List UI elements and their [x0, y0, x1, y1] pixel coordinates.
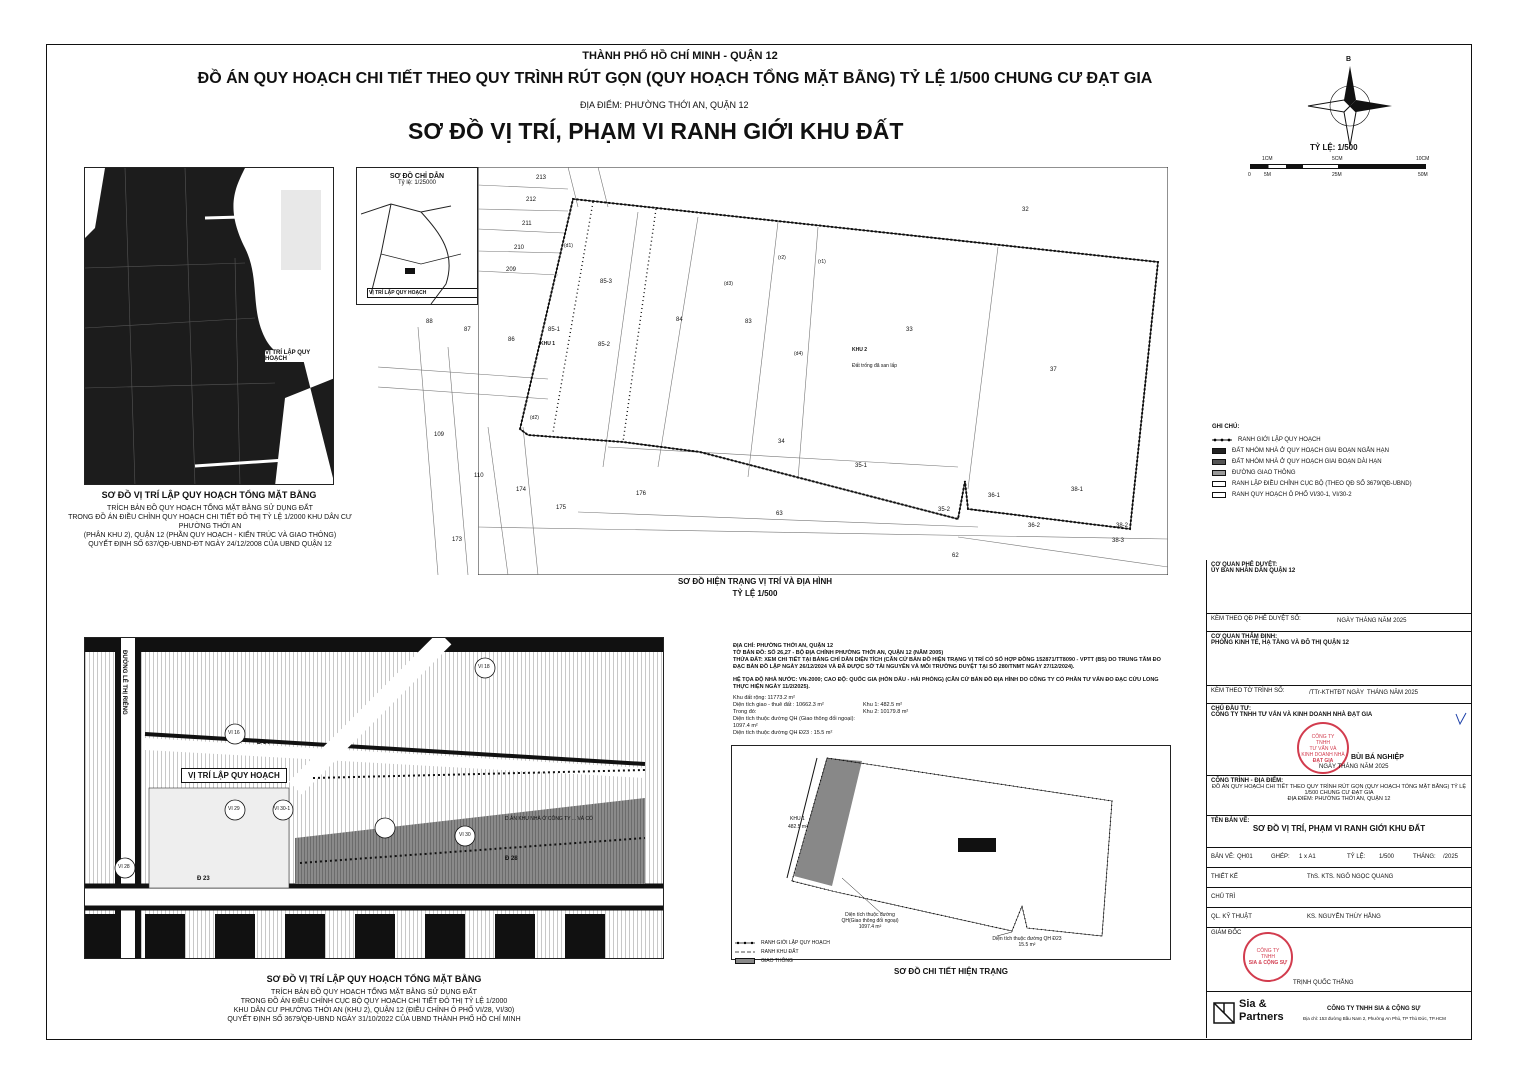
sia-partners-logo: Sia & Partners: [1213, 998, 1303, 1032]
tb-investor: CHỦ ĐẦU TƯ: CÔNG TY TNHH TƯ VẤN VÀ KINH DOANH NHÀ ĐẠT GIA CÔNG TY TNHH TƯ VẤN VÀ KINH DOANH NHÀ ĐẠT GIA BÙI BÁ NGHIỆP NGÀY THÁNG NĂM 2025: [1207, 704, 1471, 776]
site-info: ĐỊA CHỈ: PHƯỜNG THỚI AN, QUẬN 12 TỜ BẢN ĐỒ: SỐ 26,27 - BỘ ĐỊA CHÍNH PHƯỜNG THỚI AN, QUẬN 12 (NĂM 2005) THỬA ĐẤT: XEM CHI TIẾT TẠI BẢNG CHỈ DẪN DIỆN TÍCH (CĂN CỨ BẢN ĐỒ HIỆN TRẠNG VỊ TRÍ CÓ SỐ HỢP ĐỒNG 152871/TT8090 - VPTT (BS) DO TRUNG TÂM ĐO ĐẠC BẢN ĐỒ LẬP NGÀY 26/12/2024 VÀ ĐÃ ĐƯỢC SỞ TÀI NGUYÊN VÀ MÔI TRƯỜNG DUYỆT TẠI SỐ 280/TNMT NGÀY 27/12/2024). HỆ TỌA ĐỘ NHÀ NƯỚC: VN-2000; CAO ĐỘ: QUỐC GIA (HÒN DẤU - HẢI PHÒNG) (CĂN CỨ BẢN ĐỒ ĐỊA HÌNH DO CÔNG TY CỔ PHẦN TƯ VẤN ĐO ĐẠC CỬU LONG THỰC HIỆN NGÀY 11/2/2025). Khu đất rộng: 11773.2 m² Diện tích giao - thuê đất : 10662.3 m² Trong đó: Diện tích thuộc đường QH (Giao thông đối ngoại): 1097.4 m² Diện tích thuộc đường QH Đ23 : 15.5 m² Khu 1: 482.5 m² Khu 2: 10179.8 m²: [733, 643, 1161, 736]
map-top-left-caption: TRÍCH BẢN ĐỒ QUY HOẠCH TỔNG MẶT BẰNG SỬ DỤNG ĐẤT TRONG ĐỒ ÁN ĐIỀU CHỈNH QUY HOẠCH CHI TIẾT ĐÔ THỊ TỶ LỆ 1/2000 KHU DÂN CƯ PHƯỜNG THỚI AN (PHÂN KHU 2), QUẬN 12 (PHẦN QUY HOẠCH - KIẾN TRÚC VÀ GIAO THÔNG) QUYẾT ĐỊNH SỐ 637/QĐ-UBND-ĐT NGÀY 24/12/2008 CỦA UBND QUẬN 12: [68, 505, 352, 548]
detail-khu1-label: KHU 1: [790, 816, 805, 822]
legend-item-short-term: ĐẤT NHÓM NHÀ Ở QUY HOẠCH GIAI ĐOẠN NGẮN HẠN: [1212, 445, 1462, 456]
site-survey-map: 213 212 211 210 209 88 87 86 85-1 85-2 85-3 84 83 33 32 37 34 35-1 35-2 36-1 36-2 38-1 38-2 38-3 109 110 174 175 176 173 63 62 KHU 1 KHU 2 (d1) (d2) (d3) (d4) (r1) (r2) Đất trống đã san lấp: [378, 167, 1168, 575]
tb-sheet-info: BẢN VẼ: QH01 GHÉP: 1 x A1 TỶ LỆ: 1/500 THÁNG: /2025: [1207, 848, 1471, 868]
city-header: THÀNH PHỐ HỒ CHÍ MINH - QUẬN 12: [582, 50, 778, 62]
inset-title: SƠ ĐỒ CHỈ DẪN: [389, 173, 445, 180]
compass-rose-icon: [1300, 58, 1400, 148]
site-note-empty-land: Đất trống đã san lấp: [852, 363, 898, 369]
inset-scale: Tỷ lệ: 1/25000: [397, 180, 437, 186]
tb-row-design: THIẾT KẾ ThS. KTS. NGÔ NGỌC QUANG: [1207, 868, 1471, 888]
map-bottom-left-label: VỊ TRÍ LẬP QUY HOẠCH: [181, 768, 287, 783]
director-name: TRỊNH QUỐC THẮNG: [1293, 980, 1354, 986]
signature-mark-icon: [1455, 712, 1467, 726]
tb-submission: KÈM THEO TỜ TRÌNH SỐ: /TTr-KTHTĐT NGÀY THÁNG NĂM 2025: [1207, 686, 1471, 704]
legend-item-long-term: ĐẤT NHÓM NHÀ Ở QUY HOẠCH GIAI ĐOẠN DÀI HẠN: [1212, 456, 1462, 467]
legend-item-road: ĐƯỜNG GIAO THÔNG: [1212, 467, 1462, 478]
sheet-title: SƠ ĐỒ VỊ TRÍ, PHẠM VI RANH GIỚI KHU ĐẤT: [408, 118, 904, 144]
drawing-name: SƠ ĐỒ VỊ TRÍ, PHẠM VI RANH GIỚI KHU ĐẤT: [1252, 824, 1426, 833]
planning-zone-graphic: [85, 638, 664, 959]
tb-appraiser: CƠ QUAN THẨM ĐỊNH: PHÒNG KINH TẾ, HẠ TẦNG VÀ ĐÔ THỊ QUẬN 12: [1207, 632, 1471, 686]
title-block: [1206, 560, 1470, 1038]
tb-drawing: TÊN BẢN VẼ: SƠ ĐỒ VỊ TRÍ, PHẠM VI RANH GIỚI KHU ĐẤT: [1207, 816, 1471, 848]
detail-map-graphic: [732, 746, 1171, 960]
dark-map-graphic: [85, 168, 334, 485]
dotted-line-icon: [735, 940, 755, 946]
detail-map: [731, 745, 1171, 960]
north-letter: B: [1346, 56, 1352, 63]
tb-row-tech: QL. KỸ THUẬT KS. NGUYỄN THÙY HẰNG: [1207, 908, 1471, 928]
scale-label: TỶ LỆ: 1/500: [1310, 143, 1358, 152]
legend-title: GHI CHÚ:: [1212, 424, 1240, 430]
company-name: CÔNG TY TNHH SIA & CỘNG SỰ: [1327, 1006, 1421, 1012]
map-top-left-caption-title: SƠ ĐỒ VỊ TRÍ LẬP QUY HOẠCH TỔNG MẶT BẰNG: [101, 490, 317, 500]
map-bottom-left-caption-title: SƠ ĐỒ VỊ TRÍ LẬP QUY HOẠCH TỔNG MẶT BẰNG: [266, 974, 482, 984]
line-icon: [735, 949, 755, 955]
company-address: Địa chỉ: 153 đường Bầu Nam 2, Phường An Phú, TP Thủ Đức, TP.HCM: [1303, 1016, 1446, 1021]
consultant-stamp: CÔNG TY TNHH SIA & CỘNG SỰ: [1243, 932, 1293, 982]
tb-director: GIÁM ĐỐC CÔNG TY TNHH SIA & CỘNG SỰ TRỊNH QUỐC THẮNG: [1207, 928, 1471, 992]
overlay-project-label: D.ÁN KHU NHÀ Ở CÔNG TY ... VÀ CỔ: [505, 816, 594, 822]
project-location: ĐỊA ĐIỂM: PHƯỜNG THỚI AN, QUẬN 12: [580, 100, 749, 110]
detail-map-caption: SƠ ĐỒ CHI TIẾT HIỆN TRẠNG: [894, 967, 1008, 976]
site-map-scale: TỶ LỆ 1/500: [732, 589, 778, 598]
north-arrow: [1300, 58, 1400, 148]
legend-item-block-boundary: RANH QUY HOẠCH Ô PHỐ VI/30-1, VI/30-2: [1212, 489, 1462, 500]
inset-label: VỊ TRÍ LẬP QUY HOẠCH: [367, 288, 478, 298]
dotted-line-icon: [1212, 437, 1232, 443]
detail-legend: RANH GIỚI LẬP QUY HOẠCH RANH KHU ĐẤT GIAO THÔNG: [735, 938, 935, 965]
investor-signer: BÙI BÁ NGHIỆP: [1351, 754, 1404, 761]
map-top-left-label: VỊ TRÍ LẬP QUY HOẠCH: [265, 350, 333, 362]
planning-zone-map: VỊ TRÍ LẬP QUY HOẠCH Đ 34 Đ 23 Đ 28 ĐƯỜNG LÊ THỊ RIÊNG VI 18 VI 16 VI 29 VI 30-1 VI 30 VI 28 D.ÁN KHU NHÀ Ở CÔNG TY ... VÀ CỔ: [84, 637, 664, 959]
zone-khu-2: KHU 2: [852, 347, 868, 353]
detail-d23-note: Diện tích thuộc đường QH Đ23 15.5 m²: [992, 936, 1062, 948]
tb-attached: KÈM THEO QĐ PHÊ DUYỆT SỐ: NGÀY THÁNG NĂM 2025: [1207, 614, 1471, 632]
tb-project: CÔNG TRÌNH - ĐỊA ĐIỂM: ĐỒ ÁN QUY HOẠCH CHI TIẾT THEO QUY TRÌNH RÚT GỌN (QUY HOẠCH TỔNG MẶT BẰNG) TỶ LỆ 1/500 CHUNG CƯ ĐẠT GIA ĐỊA ĐIỂM: PHƯỜNG THỚI AN, QUẬN 12: [1207, 776, 1471, 816]
tb-row-lead: CHỦ TRÌ: [1207, 888, 1471, 908]
detail-road-note: Diện tích thuộc đường QH(Giao thông đối ngoại) 1097.4 m²: [841, 912, 899, 930]
detail-khu1-area: 482.5 m²: [788, 824, 808, 830]
legend: [1212, 424, 1462, 500]
investor-stamp: CÔNG TY TNHH TƯ VẤN VÀ KINH DOANH NHÀ ĐẠT GIA: [1297, 722, 1349, 774]
legend-item-local-adjust: RANH LẬP ĐIỀU CHỈNH CỤC BỘ (THEO QĐ SỐ 3679/QĐ-UBND): [1212, 478, 1462, 489]
sia-logo-icon: [1213, 1002, 1235, 1024]
site-map-caption: SƠ ĐỒ HIỆN TRẠNG VỊ TRÍ VÀ ĐỊA HÌNH: [677, 577, 833, 586]
project-title: ĐỒ ÁN QUY HOẠCH CHI TIẾT THEO QUY TRÌNH RÚT GỌN (QUY HOẠCH TỔNG MẶT BẰNG) TỶ LỆ 1/500 CHUNG CƯ ĐẠT GIA: [197, 70, 1153, 87]
legend-item-boundary: RANH GIỚI LẬP QUY HOẠCH: [1212, 434, 1462, 445]
zone-khu-1: KHU 1: [540, 341, 556, 347]
tb-approver: CƠ QUAN PHÊ DUYỆT: ỦY BAN NHÂN DÂN QUẬN 12: [1207, 560, 1471, 614]
scale-bar: 1CM 5CM 10CM 0 5M 25M 50M: [1248, 156, 1430, 178]
map-bottom-left-caption: TRÍCH BẢN ĐỒ QUY HOẠCH TỔNG MẶT BẰNG SỬ DỤNG ĐẤT TRONG ĐỒ ÁN ĐIỀU CHỈNH CỤC BỘ QUY HOẠCH CHI TIẾT ĐÔ THỊ TỶ LỆ 1/2000 KHU DÂN CƯ PHƯỜNG THỚI AN (KHU 2), QUẬN 12 (ĐIỀU CHỈNH Ô PHỐ VI/28, VI/30) QUYẾT ĐỊNH SỐ 3679/QĐ-UBND NGÀY 31/10/2022 CỦA UBND THÀNH PHỐ HỒ CHÍ MINH: [227, 989, 521, 1023]
planning-location-map: [84, 167, 334, 485]
